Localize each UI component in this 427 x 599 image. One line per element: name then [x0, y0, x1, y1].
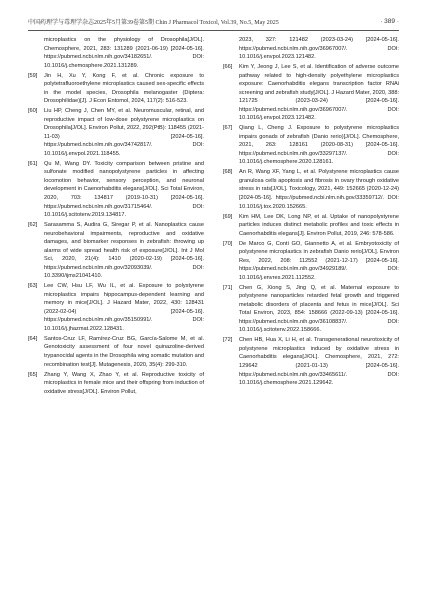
reference-text: Liu HP, Cheng J, Chen MY, et al. Neuromuscular, retinal, and reproductive impact of low-dose polystyrene microplastics on Drosophila[J/OL]. Environ Pollut, 2022, 292(PtB): 118455 (2021-11-03) [2024-05-16]. https://pubmed.ncbi.nlm.nih.gov/34742817/. DOI: 10.1016/j.envpol.2021.118455. [44, 108, 204, 157]
reference-text: Qu M, Wang DY. Toxicity comparison between pristine and sulfonate modified nanopolystyrene particles in affecting locomotion behavior, sensory perception, and neuronal development in Caenorhabditis elegans[J/OL]. Sci Total Environ, 2020, 703: 134817 (2019-10-31) [2024-05-16]. https://pubmed.ncbi.nlm.nih.gov/31715464/. DOI: 10.1016/j.scitotenv.2019.134817. [44, 160, 204, 219]
running-header [28, 14, 399, 28]
reference-number: [69] [223, 213, 233, 220]
reference-number: [70] [223, 240, 233, 247]
reference-entry [223, 213, 399, 239]
reference-number: [61] [28, 160, 38, 167]
reference-number: [65] [28, 371, 38, 378]
reference-text: De Marco G, Conti GO, Giannetto A, et al. Embryotoxicity of polystyrene microplastics in zebrafish Danio rerio[J/OL]. Environ Res, 2022, 208: 112552 (2021-12-17) [2024-05-16]. https://pubmed.ncbi.nlm.nih.gov/34929189/. DOI: 10.1016/j.envres.2021.112552. [239, 240, 399, 281]
left-reference-column [28, 36, 204, 398]
reference-entry [28, 221, 204, 281]
reference-text: Chen HB, Hua X, Li H, et al. Transgenerational neurotoxicity of polystyrene microplastics induced by oxidative stress in Caenorhabditis elegans[J/OL]. Chemosphere, 2021, 272: 129642 (2021-01-13) [2024-05-16]. https://pubmed.ncbi.nlm.nih.gov/33465611/. DOI: 10.1016/j.chemosphere.2021.129642. [239, 337, 399, 387]
reference-entry [28, 371, 204, 397]
right-reference-column [223, 36, 399, 389]
reference-number: [71] [223, 284, 233, 291]
reference-entry [223, 36, 399, 62]
reference-entry [28, 107, 204, 158]
reference-number: [72] [223, 337, 233, 344]
reference-text: Lee CW, Hsu LF, Wu IL, et al. Exposure to polystyrene microplastics impairs hippocampus-dependent learning and memory in mice[J/OL]. J Hazard Mater, 2022, 430: 128431 (2022-02-04) [2024-05-16]. https://pubmed.ncbi.nlm.nih.gov/35150991/. DOI: 10.1016/j.jhazmat.2022.128431. [44, 283, 204, 332]
reference-number: [59] [28, 72, 38, 79]
reference-number: [60] [28, 108, 38, 115]
reference-number: [63] [28, 283, 38, 290]
reference-text: Sarasamma S, Audira G, Siregar P, et al. Nanoplastics cause neurobehavioral impairments, reproductive and oxidative damages, and biomarker responses in zebrafish: throwing up alarms of wide spread health risk of exposure[J/OL]. Int J Mol Sci, 2020, 21(4): 1410 (2020-02-19) [2024-05-16]. https://pubmed.ncbi.nlm.nih.gov/32093039/. DOI: 10.3390/ijms21041410. [44, 222, 204, 280]
reference-entry [28, 160, 204, 220]
reference-text: Santos-Cruz LF, Ramírez-Cruz BG, García-Salome M, et al. Genotoxicity assessment of four novel quinazoline-derived trypanocidal agents in the Drosophila wing somatic mutation and recombination test[J]. Mutagenesis, 2020, 35(4): 299-310. [44, 335, 204, 368]
reference-number: [66] [223, 64, 233, 71]
header-rule [28, 30, 399, 31]
reference-number: [68] [223, 169, 233, 176]
reference-text: Chen G, Xiong S, Jing Q, et al. Maternal exposure to polystyrene nanoparticles retarded fetal growth and triggered metabolic disorders of placenta and fetus in mice[J/OL]. Sci Total Environ, 2023, 854: 158666 (2022-09-13) [2024-05-16]. https://pubmed.ncbi.nlm.nih.gov/36108837/. DOI: 10.1016/j.scitotenv.2022.158666. [239, 284, 399, 334]
reference-entry [28, 72, 204, 106]
reference-entry [28, 36, 204, 70]
reference-text: An R, Wang XF, Yang L, et al. Polystyrene microplastics cause granulosa cells apoptosis and fibrosis in ovary through oxidative stress in rats[J/OL]. Toxicology, 2021, 449: 152665 (2020-12-24) [2024-05-16]. https://pubmed.ncbi.nlm.nih.gov/33359712/. DOI: 10.1016/j.tox.2020.152665. [239, 169, 399, 210]
reference-entry [28, 335, 204, 369]
reference-entry [223, 240, 399, 283]
reference-entry [223, 284, 399, 335]
reference-number: [62] [28, 222, 38, 229]
reference-entry [223, 124, 399, 167]
reference-entry [223, 63, 399, 123]
reference-text: Qiang L, Cheng J. Exposure to polystyrene microplastics impairs gonads of zebrafish (Danio rerio)[J/OL]. Chemosphere, 2021, 263: 128161 (2020-08-31) [2024-05-16]. https://pubmed.ncbi.nlm.nih.gov/33297137/. DOI: 10.1016/j.chemosphere.2020.128161. [239, 125, 399, 166]
reference-text: Jin H, Xu Y, Kong F, et al. Chronic exposure to polytetrafluoroethylene microplastics caused sex-specific effects in the model species, Drosophila melanogaster (Diptera: Drosophilidae)[J]. J Econ Entomol, 2024, 117(2): 516-523. [44, 72, 204, 105]
reference-number: [67] [223, 125, 233, 132]
reference-text: Kim Y, Jeong J, Lee S, et al. Identification of adverse outcome pathway related to high-density polyethylene microplastics exposure: Caenorhabditis elegans transcription factor RNAi screening and zebrafish study[J/OL]. J Hazard Mater, 2020, 388: 121725 (2023-03-24) [2024-05-16]. https://pubmed.ncbi.nlm.nih.gov/36967007/. DOI: 10.1016/j.envpol.2023.121482. [239, 64, 399, 122]
reference-entry [223, 168, 399, 211]
page-number: · 389 · [380, 17, 399, 25]
reference-number: [64] [28, 335, 38, 342]
reference-text: Kim HM, Lee DK, Long NP, et al. Uptake of nanopolystyrene particles induces distinct metabolic profiles and toxic effects in Caenorhabditis elegans[J]. Environ Pollut, 2019, 246: 578-586. [239, 213, 399, 237]
reference-text: microplastics on the physiology of Drosophila[J/OL]. Chemosphere, 2021, 283: 131289 (2021-06-19) [2024-05-16]. https://pubmed.ncbi.nlm.nih.gov/34182651/. DOI: 10.1016/j.chemosphere.2021.131289. [44, 37, 204, 69]
reference-text: Zhang Y, Wang X, Zhao Y, et al. Reproductive toxicity of microplastics in female mice and their offspring from induction of oxidative stress[J/OL]. Environ Pollut, [44, 371, 204, 395]
journal-citation: 中国药理学与毒理学杂志2025年5月第39卷第5期 Chin J Pharmacol Toxicol, Vol.39, No.5, May 2025 [28, 19, 279, 26]
reference-entry [28, 282, 204, 333]
reference-entry [223, 336, 399, 387]
reference-text: 2023, 327: 121482 (2023-03-24) [2024-05-16]. https://pubmed.ncbi.nlm.nih.gov/36967007/. DOI: 10.1016/j.envpol.2023.121482. [239, 37, 399, 61]
